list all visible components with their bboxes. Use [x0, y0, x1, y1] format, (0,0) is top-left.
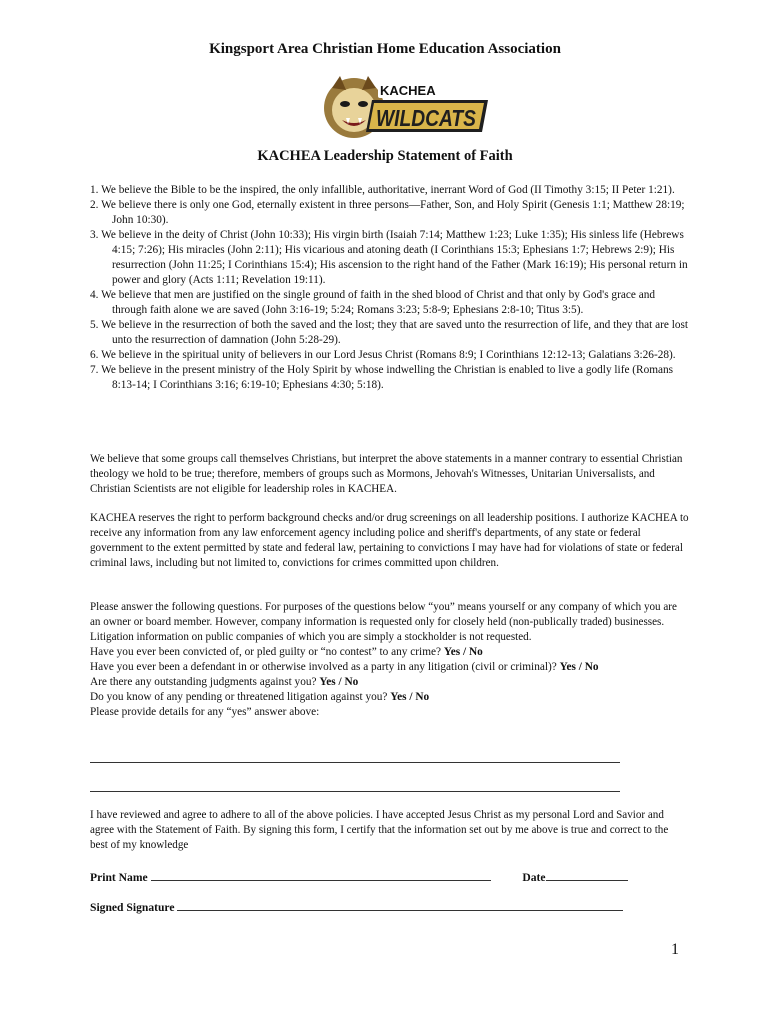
background-check-paragraph: KACHEA reserves the right to perform background checks and/or drug screenings on all leadership positions. I authorize KACHEA to receive any information from any law enforcement agency including police and sheriff's departments, of any state or federal government to the extent permitted by state and federal law, pertaining to convictions I may have had for violations of state or federal criminal laws, including but not limited to, convictions for crimes committed upon children.	[90, 512, 689, 569]
questions-section	[90, 600, 690, 720]
details-answer-line[interactable]	[90, 762, 620, 763]
question-text: Have you ever been a defendant in or otherwise involved as a party in any litigation (civil or criminal)?	[90, 661, 557, 673]
yes-no-answer[interactable]: Yes / No	[559, 661, 599, 673]
details-answer-line[interactable]	[90, 791, 620, 792]
beliefs-list	[90, 183, 690, 393]
question-text: Do you know of any pending or threatened litigation against you?	[90, 691, 388, 703]
agreement-paragraph: I have reviewed and agree to adhere to all of the above policies. I have accepted Jesus Christ as my personal Lord and Savior and agree with the Statement of Faith. By signing this form, I certify that the information set out by me above is true and correct to the best of my knowledge	[90, 809, 669, 851]
date-field[interactable]	[546, 869, 628, 881]
belief-item: 6. We believe in the spiritual unity of believers in our Lord Jesus Christ (Romans 8:9; I Corinthians 12:12-13; Galatians 3:26-28).	[90, 349, 676, 361]
belief-item: 4. We believe that men are justified on the single ground of faith in the shed blood of Christ and that only by God's grace and through faith alone we are saved (John 3:16-19; 5:24; Romans 3:23; 5:8-9; Ephesians 2:8-10; Titus 3:5).	[90, 289, 656, 316]
page-title: KACHEA Leadership Statement of Faith	[257, 148, 513, 164]
question-text: Are there any outstanding judgments against you?	[90, 676, 317, 688]
print-name-field[interactable]	[151, 869, 491, 881]
question-item	[90, 675, 690, 690]
yes-no-answer[interactable]: Yes / No	[443, 646, 483, 658]
logo-text-wildcats: WILDCATS	[376, 105, 477, 131]
organization-name: Kingsport Area Christian Home Education Association	[209, 41, 561, 57]
question-item	[90, 645, 690, 660]
kachea-wildcats-logo	[318, 74, 494, 144]
question-item	[90, 690, 690, 705]
yes-no-answer[interactable]: Yes / No	[390, 691, 430, 703]
groups-paragraph: We believe that some groups call themselves Christians, but interpret the above statements in a manner contrary to essential Christian theology we hold to be true; therefore, members of groups such as Mormons, Jehovah's Witnesses, Unitarian Universalists, and Christian Scientists are not eligible for leadership roles in KACHEA.	[90, 453, 683, 495]
question-item	[90, 660, 690, 675]
belief-item: 2. We believe there is only one God, eternally existent in three persons—Father, Son, and Holy Spirit (Genesis 1:1; Matthew 28:19; John 10:30).	[90, 199, 685, 226]
signature-field[interactable]	[177, 899, 623, 911]
signed-signature-label: Signed Signature	[90, 901, 175, 914]
details-prompt: Please provide details for any “yes” answer above:	[90, 706, 320, 718]
questions-intro: Please answer the following questions. For purposes of the questions below “you” means yourself or any company of which you are an owner or board member. However, company information is requested only for closely held (non-publically traded) businesses. Litigation information on public companies of which you are simply a stockholder is not requested.	[90, 601, 677, 643]
page-number: 1	[671, 941, 679, 958]
belief-item: 3. We believe in the deity of Christ (John 10:33); His virgin birth (Isaiah 7:14; Matthew 1:23; Luke 1:35); His sinless life (Hebrews 4:15; 7:26); His miracles (John 2:11); His vicarious and atoning death (I Corinthians 15:3; Ephesians 1:7; Hebrews 2:9); His resurrection (John 11:25; I Corinthians 15:4); His ascension to the right hand of the Father (Mark 16:19); His personal return in power and glory (Acts 1:11; Revelation 19:11).	[90, 229, 688, 286]
question-text: Have you ever been convicted of, or pled guilty or “no contest” to any crime?	[90, 646, 442, 658]
logo-text-kachea: KACHEA	[380, 83, 436, 98]
belief-item: 1. We believe the Bible to be the inspired, the only infallible, authoritative, inerrant Word of God (II Timothy 3:15; II Peter 1:21).	[90, 184, 675, 196]
belief-item: 7. We believe in the present ministry of the Holy Spirit by whose indwelling the Christian is enabled to live a godly life (Romans 8:13-14; I Corinthians 3:16; 6:19-10; Ephesians 4:30; 5:18).	[90, 364, 674, 391]
yes-no-answer[interactable]: Yes / No	[319, 676, 359, 688]
print-name-row	[90, 869, 628, 884]
print-name-label: Print Name	[90, 871, 148, 884]
belief-item: 5. We believe in the resurrection of both the saved and the lost; they that are saved unto the resurrection of life, and they that are lost unto the resurrection of damnation (John 5:28-29).	[90, 319, 689, 346]
signature-row	[90, 899, 623, 914]
date-label: Date	[522, 871, 546, 884]
